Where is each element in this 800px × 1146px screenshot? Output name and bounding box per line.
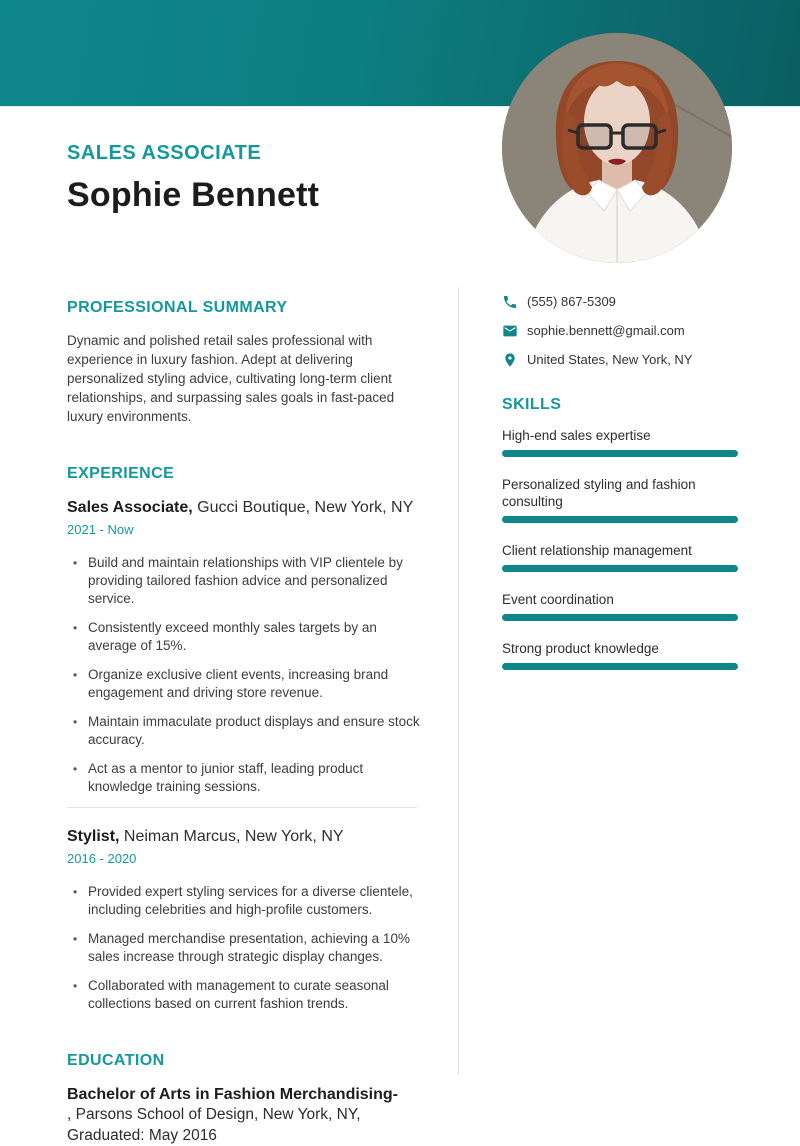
skill-label: High-end sales expertise	[502, 427, 651, 443]
job-title: Sales Associate,	[67, 499, 193, 517]
column-divider	[458, 287, 459, 1075]
skill-bar	[502, 450, 738, 457]
skill-item	[502, 427, 738, 457]
phone-icon	[502, 294, 518, 310]
skill-bar	[502, 663, 738, 670]
job-title: Stylist,	[67, 828, 120, 846]
portrait-illustration	[502, 33, 732, 263]
skill-bar	[502, 614, 738, 621]
contact-phone: (555) 867-5309	[527, 294, 616, 310]
job-bullet: • Provided expert styling services for a diverse clientele, including celebrities and high-profile customers.	[67, 883, 426, 919]
education-graduated: Graduated: May 2016	[67, 1126, 217, 1144]
skill-label: Strong product knowledge	[502, 640, 659, 656]
skill-item	[502, 640, 738, 670]
education-school: , Parsons School of Design, New York, NY,	[67, 1106, 361, 1124]
job-title-line	[67, 827, 426, 847]
skill-bar	[502, 516, 738, 523]
email-icon	[502, 323, 518, 339]
side-column	[502, 294, 738, 689]
job-company: Gucci Boutique, New York, NY	[192, 499, 414, 517]
job-bullet: • Act as a mentor to junior staff, leading product knowledge training sessions.	[67, 760, 426, 796]
job-entry	[67, 498, 426, 796]
main-column	[67, 299, 426, 1146]
skills-heading: SKILLS	[502, 396, 562, 413]
contact-email-row	[502, 323, 738, 339]
skill-label: Event coordination	[502, 591, 614, 607]
job-bullet: • Managed merchandise presentation, achieving a 10% sales increase through strategic display changes.	[67, 930, 426, 966]
summary-text: Dynamic and polished retail sales professional with experience in luxury fashion. Adept at delivering personalized styling advice, cultivating long-term client relationships, and surpassing sales goals in fast-paced luxury environments.	[67, 332, 395, 424]
job-bullet: • Collaborated with management to curate seasonal collections based on current fashion trends.	[67, 977, 426, 1013]
summary-heading: PROFESSIONAL SUMMARY	[67, 299, 288, 316]
skill-item	[502, 591, 738, 621]
job-entry	[67, 827, 426, 1013]
job-bullet-list	[67, 554, 426, 796]
job-bullet: • Build and maintain relationships with VIP clientele by providing tailored fashion advice and personalized service.	[67, 554, 426, 608]
job-title-line	[67, 498, 426, 518]
skill-label: Client relationship management	[502, 542, 692, 558]
job-bullet-list	[67, 883, 426, 1013]
skill-label: Personalized styling and fashion consulting	[502, 476, 696, 509]
education-degree: Bachelor of Arts in Fashion Merchandising-	[67, 1085, 398, 1103]
education-heading: EDUCATION	[67, 1052, 165, 1070]
education-entry	[67, 1085, 426, 1146]
contact-location-row	[502, 352, 738, 368]
job-company: Neiman Marcus, New York, NY	[119, 828, 344, 846]
location-pin-icon	[502, 352, 518, 368]
experience-heading: EXPERIENCE	[67, 464, 175, 482]
role-title: SALES ASSOCIATE	[67, 142, 262, 164]
contact-location: United States, New York, NY	[527, 352, 693, 368]
contact-phone-row	[502, 294, 738, 310]
job-dates: 2021 - Now	[67, 522, 134, 538]
title-block	[67, 142, 319, 214]
job-bullet: • Consistently exceed monthly sales targets by an average of 15%.	[67, 619, 426, 655]
job-divider	[67, 807, 417, 808]
person-name: Sophie Bennett	[67, 176, 320, 214]
job-bullet: • Maintain immaculate product displays and ensure stock accuracy.	[67, 713, 426, 749]
skill-item	[502, 542, 738, 572]
job-dates: 2016 - 2020	[67, 851, 137, 867]
contact-email: sophie.bennett@gmail.com	[527, 323, 685, 339]
job-bullet: • Organize exclusive client events, increasing brand engagement and driving store revenue.	[67, 666, 426, 702]
profile-photo	[502, 33, 732, 263]
skill-bar	[502, 565, 738, 572]
skill-item	[502, 476, 738, 523]
